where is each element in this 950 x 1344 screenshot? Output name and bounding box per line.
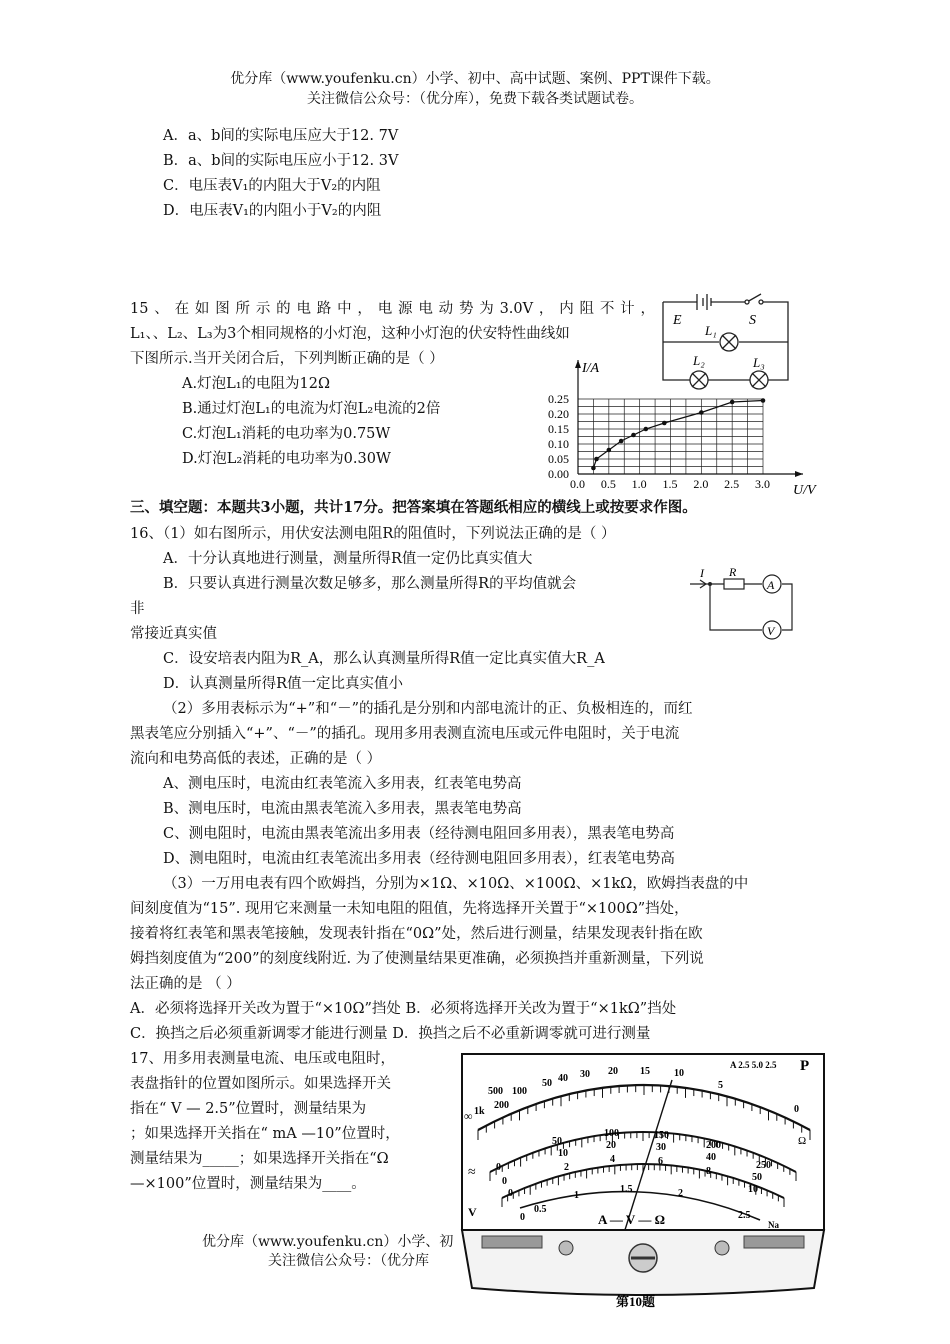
dial-ohm-unit: Ω bbox=[798, 1135, 807, 1147]
iv-data-point bbox=[631, 433, 636, 438]
svg-text:0: 0 bbox=[794, 1104, 799, 1115]
dial-corner-label: Na bbox=[768, 1220, 779, 1230]
svg-text:4: 4 bbox=[610, 1154, 615, 1165]
svg-text:100: 100 bbox=[512, 1086, 527, 1097]
x-tick-label: 1.5 bbox=[662, 477, 678, 491]
q16-p1-option-d: D．认真测量所得R值一定比真实值小 bbox=[163, 676, 404, 692]
svg-text:150: 150 bbox=[654, 1130, 669, 1141]
q17-line-6: —×100”位置时，测量结果为____。 bbox=[130, 1176, 366, 1192]
x-tick-label: 0.0 bbox=[570, 477, 585, 491]
svg-text:20: 20 bbox=[606, 1140, 616, 1151]
q16-part2-line-1: （2）多用表标示为“+”和“－”的插孔是分别和内部电流计的正、负极相连的，而红 bbox=[163, 701, 693, 717]
chart-y-label: I/A bbox=[582, 361, 600, 376]
q14-option-a: A．a、b间的实际电压应大于12. 7V bbox=[163, 128, 399, 144]
header-line-2: 关注微信公众号：（优分库），免费下载各类试题试卷。 bbox=[307, 91, 643, 107]
q16-voltammetry-diagram bbox=[688, 562, 798, 640]
svg-text:0.5: 0.5 bbox=[534, 1204, 547, 1215]
svg-text:40: 40 bbox=[706, 1152, 716, 1163]
svg-text:30: 30 bbox=[580, 1069, 590, 1080]
multimeter-dial bbox=[460, 1052, 828, 1314]
circuit-label-l2: L₂ bbox=[693, 353, 705, 368]
svg-text:6: 6 bbox=[658, 1156, 663, 1167]
q16-p3-options-row-1: A．必须将选择开关改为置于“×10Ω”挡处 B．必须将选择开关改为置于“×1kΩ”挡处 bbox=[130, 1001, 677, 1017]
svg-text:0: 0 bbox=[502, 1176, 507, 1187]
q16-part3-line-1: （3）一万用电表有四个欧姆挡，分别为×1Ω、×10Ω、×100Ω、×1kΩ，欧姆挡表盘的中 bbox=[163, 876, 749, 892]
q15-option-d: D.灯泡L₂消耗的电功率为0.30W bbox=[182, 451, 391, 467]
svg-text:40: 40 bbox=[558, 1073, 568, 1084]
y-tick-label: 0.25 bbox=[548, 392, 569, 406]
svg-text:50: 50 bbox=[552, 1136, 562, 1147]
q17-line-1: 17、用多用表测量电流、电压或电阻时， bbox=[130, 1051, 395, 1067]
q16-part3-line-4: 姆挡刻度值为“200”的刻度线附近. 为了使测量结果更准确，必须换挡并重新测量，下列说 bbox=[130, 951, 704, 967]
q17-line-2: 表盘指针的位置如图所示。如果选择开关 bbox=[130, 1076, 391, 1092]
svg-text:10: 10 bbox=[558, 1148, 568, 1159]
section-3-heading: 三、填空题：本题共3小题，共计17分。把答案填在答题纸相应的横线上或按要求作图。 bbox=[130, 499, 697, 516]
x-axis-arrow bbox=[795, 471, 803, 477]
svg-text:0: 0 bbox=[496, 1162, 501, 1173]
q15-option-b: B.通过灯泡L₁的电流为灯泡L₂电流的2倍 bbox=[182, 401, 441, 417]
q16-p3-options-row-2: C．换挡之后必须重新调零才能进行测量 D．换挡之后不必重新调零就可进行测量 bbox=[130, 1026, 651, 1042]
svg-text:100: 100 bbox=[604, 1128, 619, 1139]
q16-part3-line-5: 法正确的是 （ ） bbox=[130, 976, 241, 992]
x-tick-label: 3.0 bbox=[755, 477, 770, 491]
svg-text:0: 0 bbox=[520, 1212, 525, 1223]
svg-text:5: 5 bbox=[718, 1080, 723, 1091]
footer-line-2: 关注微信公众号：（优分库 bbox=[268, 1253, 429, 1269]
q17-line-3: 指在“ V — 2.5”位置时，测量结果为 bbox=[130, 1101, 367, 1117]
dial-brand-mark: P bbox=[800, 1058, 810, 1074]
svg-text:10: 10 bbox=[674, 1068, 684, 1079]
dial-infinity-mark: ∞ bbox=[464, 1109, 473, 1123]
iv-data-point bbox=[607, 448, 612, 453]
q15-option-c: C.灯泡L₁消耗的电功率为0.75W bbox=[182, 426, 391, 442]
x-tick-label: 0.5 bbox=[600, 477, 616, 491]
diagram-label-r: R bbox=[729, 565, 737, 579]
svg-text:8: 8 bbox=[706, 1166, 711, 1177]
q17-line-5: 测量结果为_____；如果选择开关指在“Ω bbox=[130, 1151, 389, 1167]
iv-data-point bbox=[591, 466, 596, 471]
x-tick-label: 2.0 bbox=[693, 477, 709, 491]
iv-curve-line bbox=[593, 401, 763, 469]
svg-text:10: 10 bbox=[748, 1184, 758, 1195]
circuit-label-s: S bbox=[749, 313, 756, 328]
svg-text:500: 500 bbox=[488, 1086, 503, 1097]
q16-part1-stem: 16、（1）如右图所示，用伏安法测电阻R的阻值时，下列说法正确的是（ ） bbox=[130, 526, 616, 542]
iv-data-point bbox=[662, 421, 667, 426]
y-tick-label: 0.05 bbox=[548, 452, 569, 466]
y-tick-label: 0.10 bbox=[548, 437, 569, 451]
dial-figure-caption: 第10题 bbox=[616, 1294, 656, 1309]
q16-part3-line-3: 接着将红表笔和黑表笔接触，发现表针指在“0Ω”处，然后进行测量，结果发现表针指在欧 bbox=[130, 926, 703, 942]
iv-data-point bbox=[594, 457, 599, 462]
q15-option-a: A.灯泡L₁的电阻为12Ω bbox=[182, 376, 330, 392]
chart-x-label: U/V bbox=[793, 483, 816, 497]
diagram-label-i: I bbox=[700, 566, 704, 580]
q16-p1-option-a: A．十分认真地进行测量，测量所得R值一定仍比真实值大 bbox=[163, 551, 533, 567]
q16-part2-line-3: 流向和电势高低的表述，正确的是（ ） bbox=[130, 751, 382, 767]
diagram-label-a: A bbox=[767, 578, 775, 592]
dial-ac-mark: ≈ bbox=[468, 1165, 476, 1180]
q16-p2-option-c: C、测电阻时，电流由黑表笔流出多用表（经待测电阻回多用表），黑表笔电势高 bbox=[163, 826, 675, 842]
q16-part3-line-2: 间刻度值为“15”. 现用它来测量一未知电阻的阻值，先将选择开关置于“×100Ω”挡处， bbox=[130, 901, 689, 917]
q14-option-c: C．电压表V₁的内阻大于V₂的内阻 bbox=[163, 178, 381, 194]
q16-p2-option-a: A、测电压时，电流由红表笔流入多用表，红表笔电势高 bbox=[163, 776, 522, 792]
iv-data-point bbox=[619, 439, 624, 444]
footer-line-1: 优分库（www.youfenku.cn）小学、初 bbox=[202, 1234, 454, 1250]
iv-data-point bbox=[730, 400, 735, 405]
q16-p2-option-b: B、测电压时，电流由黑表笔流入多用表，黑表笔电势高 bbox=[163, 801, 522, 817]
q15-stem-line-1: 15、在如图所示的电路中，电源电动势为3.0V，内阻不计， bbox=[130, 301, 655, 317]
q15-stem-line-2: L₁、、L₂、L₃为3个相同规格的小灯泡，这种小灯泡的伏安特性曲线如 bbox=[130, 326, 570, 342]
q16-p1-option-c: C．设安培表内阻为R_A，那么认真测量所得R值一定比真实值大R_A bbox=[163, 651, 605, 667]
y-tick-label: 0.20 bbox=[548, 407, 569, 421]
svg-text:200: 200 bbox=[494, 1100, 509, 1111]
iv-characteristic-chart bbox=[540, 352, 830, 497]
x-tick-label: 2.5 bbox=[724, 477, 740, 491]
svg-text:1k: 1k bbox=[474, 1106, 485, 1117]
svg-text:50: 50 bbox=[542, 1078, 552, 1089]
svg-text:2: 2 bbox=[564, 1162, 569, 1173]
svg-text:2.5: 2.5 bbox=[738, 1210, 751, 1221]
x-tick-label: 1.0 bbox=[631, 477, 647, 491]
q16-p1-option-b-cont1: 非 bbox=[130, 601, 145, 617]
q14-option-d: D．电压表V₁的内阻小于V₂的内阻 bbox=[163, 203, 382, 219]
dial-symbol-row: A — V — Ω bbox=[598, 1212, 665, 1227]
svg-text:30: 30 bbox=[656, 1142, 666, 1153]
dial-v-mark: V bbox=[468, 1205, 477, 1219]
y-axis-arrow bbox=[575, 360, 581, 368]
svg-text:1.5: 1.5 bbox=[620, 1184, 633, 1195]
q15-stem-line-3: 下图所示.当开关闭合后，下列判断正确的是（ ） bbox=[130, 351, 444, 367]
svg-text:0: 0 bbox=[508, 1188, 513, 1199]
q14-option-b: B．a、b间的实际电压应小于12. 3V bbox=[163, 153, 399, 169]
circuit-label-e: E bbox=[673, 313, 682, 328]
svg-text:50: 50 bbox=[752, 1172, 762, 1183]
circuit-label-l1: L₁ bbox=[705, 323, 717, 338]
y-tick-label: 0.00 bbox=[548, 467, 569, 481]
svg-text:200: 200 bbox=[706, 1140, 721, 1151]
svg-text:1: 1 bbox=[574, 1190, 579, 1201]
svg-text:2: 2 bbox=[678, 1188, 683, 1199]
q16-p1-option-b: B．只要认真进行测量次数足够多，那么测量所得R的平均值就会 bbox=[163, 576, 577, 592]
iv-data-point bbox=[761, 398, 766, 403]
iv-data-point bbox=[644, 427, 649, 432]
q17-line-4: ；如果选择开关指在“ mA —10”位置时， bbox=[130, 1126, 400, 1142]
iv-data-point bbox=[699, 410, 704, 415]
svg-text:20: 20 bbox=[608, 1066, 618, 1077]
circuit-label-l3: L₃ bbox=[753, 355, 765, 370]
dial-top-right-marks: A 2.5 5.0 2.5 bbox=[730, 1060, 777, 1070]
diagram-label-v: V bbox=[767, 624, 775, 638]
svg-text:15: 15 bbox=[640, 1066, 650, 1077]
svg-text:250: 250 bbox=[756, 1160, 771, 1171]
y-tick-label: 0.15 bbox=[548, 422, 569, 436]
q16-p1-option-b-cont2: 常接近真实值 bbox=[130, 626, 217, 642]
q16-part2-line-2: 黑表笔应分别插入“+”、“－”的插孔。现用多用表测直流电压或元件电阻时，关于电流 bbox=[130, 726, 680, 742]
q16-p2-option-d: D、测电阻时，电流由红表笔流出多用表（经待测电阻回多用表），红表笔电势高 bbox=[163, 851, 675, 867]
header-line-1: 优分库（www.youfenku.cn）小学、初中、高中试题、案例、PPT课件下载。 bbox=[230, 71, 720, 87]
